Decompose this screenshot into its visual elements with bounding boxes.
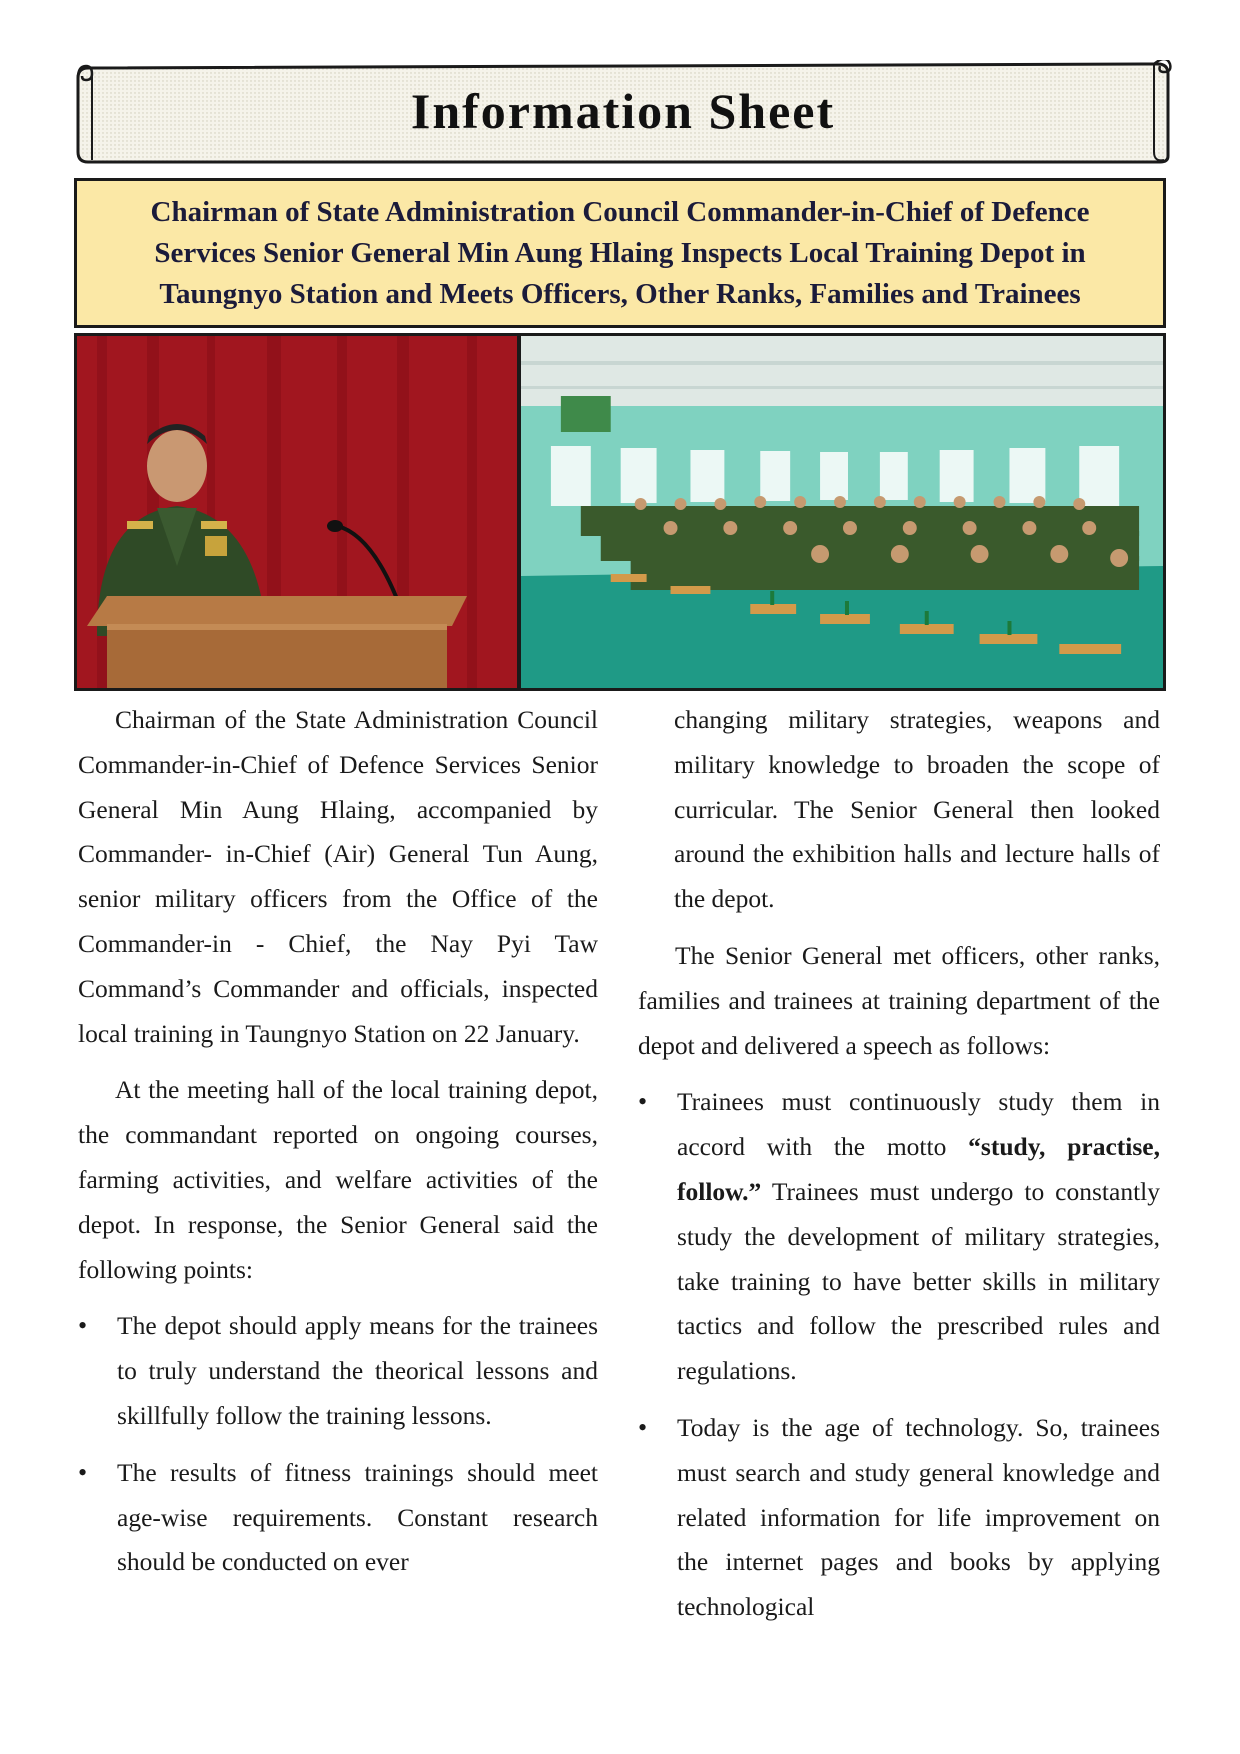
paragraph: Chairman of the State Administration Council Commander-in-Chief of Defence Services Senior General Min Aung Hlaing, accompanied by Commander- in-Chief (Air) General Tun Aung, senior military officers from the Office of the Commander-in - Chief, the Nay Pyi Taw Command’s Commander and officials, inspected local training in Taungnyo Station on 22 January. — [78, 705, 598, 1048]
article-column-right — [638, 698, 1160, 1642]
paragraph-continued: changing military strategies, weapons and military knowledge to broaden the scope of curricular. The Senior General then looked around the exhibition halls and lecture halls of the depot. — [674, 705, 1160, 914]
paragraph: At the meeting hall of the local training depot, the commandant reported on ongoing courses, farming activities, and welfare activities of the depot. In response, the Senior General said the following points: — [78, 1075, 598, 1284]
motto-text: “study, practise, follow.” — [677, 1132, 1160, 1206]
bullet-item: • The depot should apply means for the trainees to truly understand the theorical lessons and skillfully follow the training lessons. — [78, 1304, 598, 1438]
article-column-left — [78, 698, 598, 1597]
photo-strip — [74, 333, 1166, 691]
headline-box: Chairman of State Administration Council Commander-in-Chief of Defence Services Senior General Min Aung Hlaing Inspects Local Training Depot in Taungnyo Station and Meets Officers, Other Ranks, Families and Trainees — [74, 178, 1166, 328]
page-title: Information Sheet — [410, 83, 836, 139]
bullet-item: • Today is the age of technology. So, trainees must search and study general knowledge and related information for life improvement on the internet pages and books by applying technological — [638, 1406, 1160, 1630]
bullet-item — [638, 1080, 1160, 1394]
bullet-text: Trainees must continuously study them in accord with the motto — [677, 1087, 1160, 1162]
bullet-item: • The results of fitness trainings should meet age-wise requirements. Constant research should be conducted on ever — [78, 1451, 598, 1585]
title-scroll-banner — [74, 60, 1172, 166]
meeting-hall-audience-photo — [521, 336, 1163, 688]
podium-speaker-photo — [77, 336, 517, 688]
paragraph: The Senior General met officers, other ranks, families and trainees at training department of the depot and delivered a speech as follows: — [638, 940, 1160, 1060]
bullet-text: Trainees must undergo to constantly study the development of military strategies, take training to have better skills in military tactics and follow the prescribed rules and regulations. — [677, 1176, 1160, 1386]
